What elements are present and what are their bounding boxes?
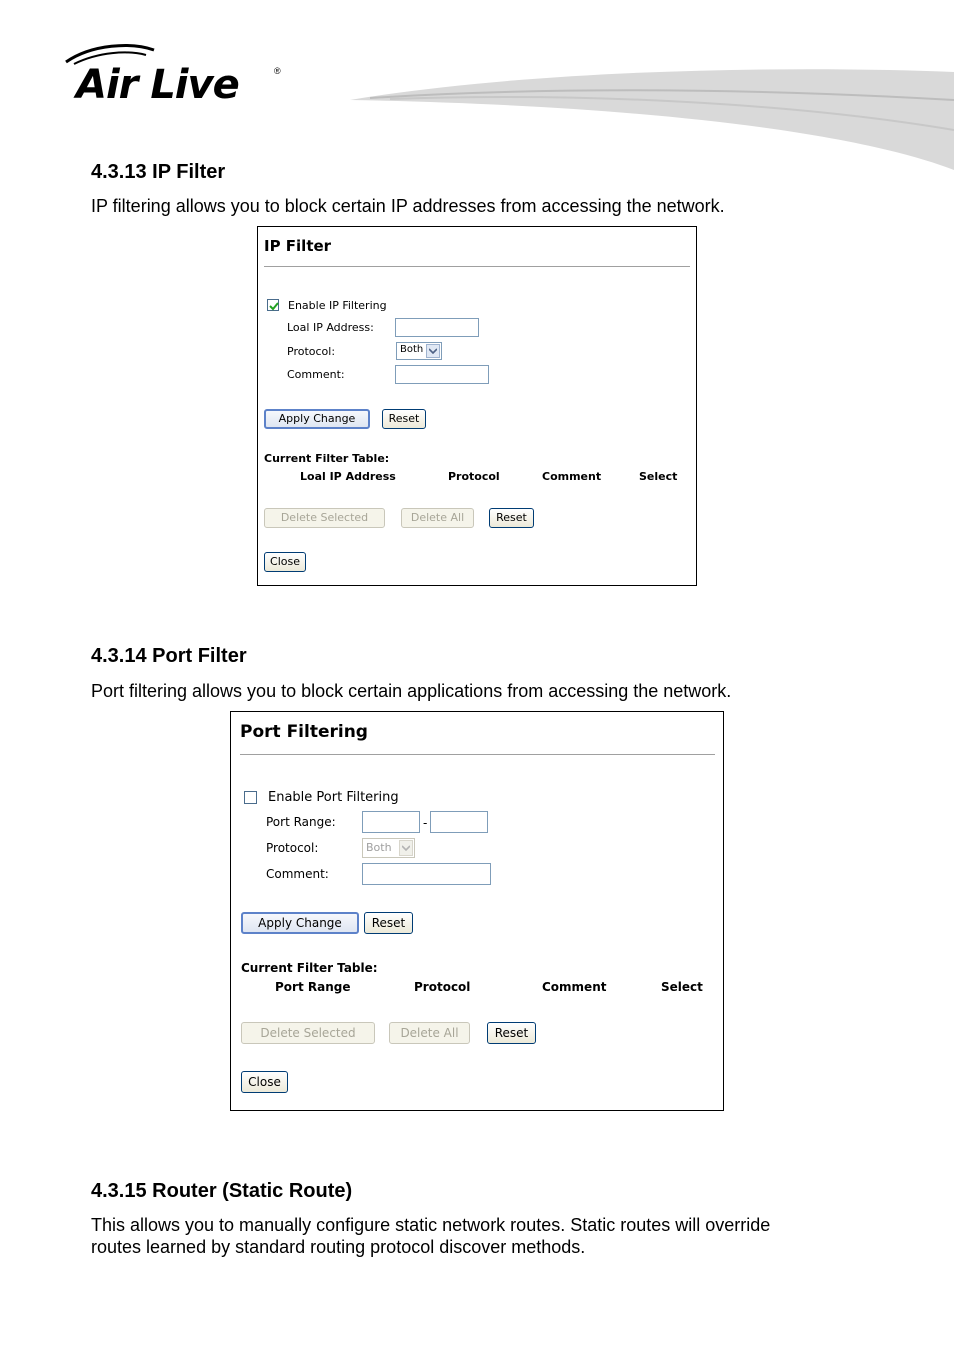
ip-protocol-select[interactable] bbox=[396, 342, 442, 360]
port-protocol-value: Both bbox=[366, 841, 392, 854]
ip-panel-title: IP Filter bbox=[264, 237, 332, 255]
port-reset-button[interactable]: Reset bbox=[364, 912, 413, 934]
ip-delete-selected-button[interactable]: Delete Selected bbox=[264, 508, 385, 528]
port-column-header: Port Range bbox=[275, 980, 351, 994]
ip-address-input[interactable] bbox=[395, 318, 479, 337]
port-current-table-label: Current Filter Table: bbox=[241, 961, 378, 975]
port-apply-change-button[interactable]: Apply Change bbox=[241, 912, 359, 934]
port-filter-panel bbox=[230, 711, 724, 1111]
port-comment-input[interactable] bbox=[362, 863, 491, 885]
ip-comment-label: Comment: bbox=[287, 368, 345, 381]
port-filter-heading: 4.3.14 Port Filter bbox=[91, 645, 247, 667]
chevron-down-icon bbox=[426, 344, 440, 358]
ip-table-reset-button[interactable]: Reset bbox=[489, 508, 534, 528]
enable-ip-filtering-checkbox[interactable] bbox=[267, 299, 279, 311]
port-delete-all-button[interactable]: Delete All bbox=[389, 1022, 470, 1044]
ip-filter-heading: 4.3.13 IP Filter bbox=[91, 161, 226, 183]
ip-protocol-value: Both bbox=[400, 344, 424, 355]
ip-column-header: Protocol bbox=[448, 470, 500, 483]
port-protocol-label: Protocol: bbox=[266, 841, 319, 855]
port-range-from-input[interactable] bbox=[362, 811, 420, 833]
enable-port-filtering-checkbox[interactable] bbox=[244, 791, 257, 804]
ip-column-header: Loal IP Address bbox=[300, 470, 396, 483]
logo-text: Air Live bbox=[76, 62, 239, 108]
port-delete-selected-button[interactable]: Delete Selected bbox=[241, 1022, 375, 1044]
ip-address-label: Loal IP Address: bbox=[287, 321, 374, 334]
port-table-reset-button[interactable]: Reset bbox=[487, 1022, 536, 1044]
header-swoosh bbox=[330, 60, 954, 180]
port-comment-label: Comment: bbox=[266, 867, 329, 881]
enable-ip-filtering-label: Enable IP Filtering bbox=[288, 299, 387, 312]
port-protocol-select[interactable] bbox=[362, 838, 415, 858]
ip-column-header: Select bbox=[639, 470, 678, 483]
logo-registered-mark: ® bbox=[274, 66, 281, 76]
port-column-header: Select bbox=[661, 980, 703, 994]
port-panel-title: Port Filtering bbox=[240, 722, 368, 742]
port-panel-divider bbox=[240, 754, 715, 755]
ip-protocol-label: Protocol: bbox=[287, 345, 336, 358]
port-close-button[interactable]: Close bbox=[241, 1071, 288, 1093]
ip-delete-all-button[interactable]: Delete All bbox=[401, 508, 474, 528]
airlive-logo bbox=[62, 40, 292, 110]
ip-filter-panel bbox=[257, 226, 697, 586]
port-range-to-input[interactable] bbox=[430, 811, 488, 833]
port-column-header: Comment bbox=[542, 980, 607, 994]
ip-panel-divider bbox=[264, 266, 690, 267]
port-range-separator: - bbox=[423, 816, 428, 830]
ip-filter-description: IP filtering allows you to block certain IP addresses from accessing the network. bbox=[91, 196, 725, 216]
ip-comment-input[interactable] bbox=[395, 365, 489, 384]
ip-current-table-label: Current Filter Table: bbox=[264, 452, 390, 465]
chevron-down-icon bbox=[399, 840, 413, 856]
ip-column-header: Comment bbox=[542, 470, 602, 483]
router-description-line1: This allows you to manually configure static network routes. Static routes will override bbox=[91, 1215, 771, 1235]
enable-port-filtering-label: Enable Port Filtering bbox=[268, 790, 399, 805]
port-filter-description: Port filtering allows you to block certain applications from accessing the network. bbox=[91, 681, 732, 701]
router-description-line2: routes learned by standard routing protocol discover methods. bbox=[91, 1237, 586, 1257]
router-heading: 4.3.15 Router (Static Route) bbox=[91, 1180, 353, 1202]
ip-close-button[interactable]: Close bbox=[264, 552, 306, 572]
checkmark-icon bbox=[268, 300, 280, 312]
port-range-label: Port Range: bbox=[266, 815, 336, 829]
port-column-header: Protocol bbox=[414, 980, 471, 994]
ip-apply-change-button[interactable]: Apply Change bbox=[264, 409, 370, 429]
ip-reset-button[interactable]: Reset bbox=[382, 409, 426, 429]
